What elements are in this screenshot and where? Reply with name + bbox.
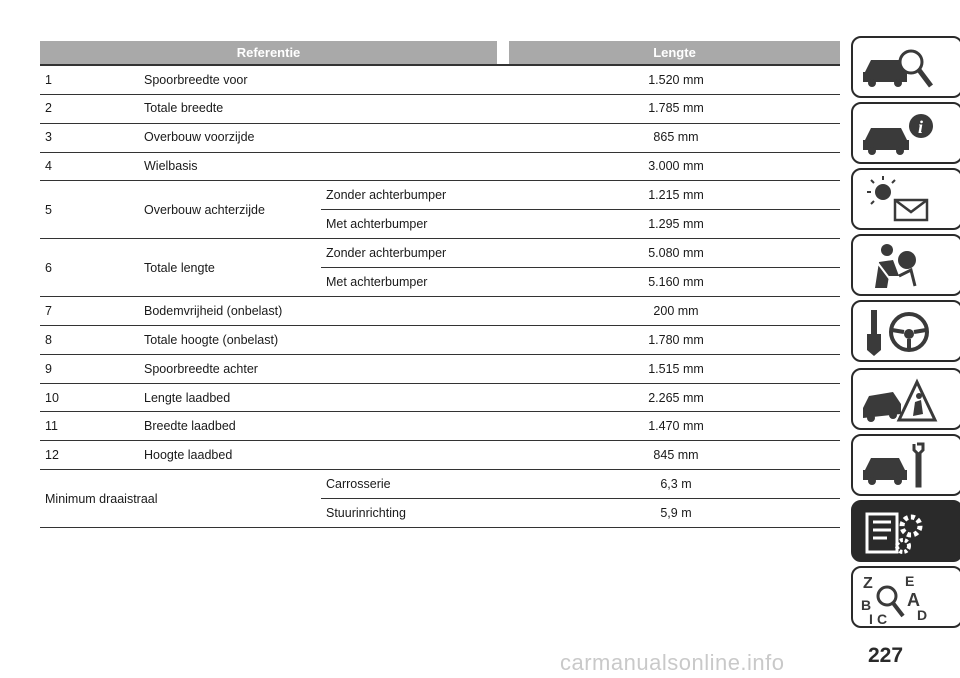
watermark: carmanualsonline.info [560,650,785,675]
car-info-icon [859,108,939,160]
svg-text:B: B [861,597,872,613]
row-sub-divider [321,209,840,210]
row-divider [40,469,840,470]
svg-text:D: D [917,607,928,623]
warning-light-message-icon [859,174,939,226]
row-value: 5,9 m [660,506,692,520]
tab-in-an-emergency[interactable] [851,368,960,430]
row-divider [40,123,840,124]
row-description: Bodemvrijheid (onbelast) [144,304,283,318]
row-sub-description: Zonder achterbumper [326,188,447,202]
row-number: 6 [45,261,52,275]
key-steering-wheel-icon [859,306,939,358]
row-value: 1.515 mm [648,362,704,376]
row-divider [40,180,840,181]
row-description: Overbouw voorzijde [144,130,255,144]
row-divider [40,94,840,95]
row-description: Overbouw achterzijde [144,203,265,217]
svg-text:E: E [905,573,915,589]
car-wrench-icon [859,440,939,492]
row-divider [40,325,840,326]
row-sub-divider [321,267,840,268]
row-number: 4 [45,159,52,173]
row-value: 200 mm [653,304,699,318]
row-description: Spoorbreedte voor [144,73,248,87]
row-number: 9 [45,362,52,376]
row-number: 11 [45,419,58,433]
row-value: 1.295 mm [648,217,704,231]
technical-data-icon [859,506,939,558]
row-value: 5.160 mm [648,275,704,289]
row-description: Hoogte laadbed [144,448,233,462]
svg-text:i: i [918,117,924,137]
row-divider [40,152,840,153]
row-number: 3 [45,130,52,144]
row-sub-description: Met achterbumper [326,217,428,231]
row-description: Wielbasis [144,159,198,173]
tab-car-knowledge[interactable] [851,36,960,98]
row-description: Spoorbreedte achter [144,362,258,376]
row-description: Totale hoogte (onbelast) [144,333,279,347]
row-value: 6,3 m [660,477,692,491]
row-divider [40,527,840,528]
header-reference: Referentie [40,41,497,64]
row-description: Breedte laadbed [144,419,236,433]
row-value: 1.780 mm [648,333,704,347]
row-divider [40,411,840,412]
row-number: 12 [45,448,59,462]
row-value: 1.785 mm [648,101,704,115]
tab-starting-driving[interactable] [851,300,960,362]
seatbelt-airbag-icon [859,240,939,292]
row-description: Minimum draaistraal [45,492,158,506]
tab-warning-lights[interactable] [851,168,960,230]
row-value: 2.265 mm [648,391,704,405]
svg-text:A: A [907,590,920,610]
tab-servicing-care[interactable] [851,434,960,496]
row-divider [40,238,840,239]
tab-getting-to-know-dashboard[interactable] [851,102,960,164]
tab-technical-data[interactable] [851,500,960,562]
page-number: 227 [868,644,904,667]
row-description: Lengte laadbed [144,391,231,405]
row-number: 5 [45,203,52,217]
alphabetical-index-icon [859,572,939,628]
svg-text:C: C [877,611,888,627]
row-sub-description: Met achterbumper [326,275,428,289]
row-value: 845 mm [653,448,699,462]
header-divider [40,64,840,66]
row-value: 1.520 mm [648,73,704,87]
svg-text:I: I [869,611,873,627]
row-divider [40,383,840,384]
car-crash-warning-icon [859,374,939,426]
row-number: 1 [45,73,52,87]
row-value: 1.470 mm [648,419,704,433]
row-value: 865 mm [653,130,699,144]
row-number: 2 [45,101,52,115]
row-sub-description: Carrosserie [326,477,391,491]
row-divider [40,354,840,355]
row-divider [40,440,840,441]
car-search-icon [859,42,939,94]
row-description: Totale breedte [144,101,224,115]
row-value: 5.080 mm [648,246,704,260]
svg-text:Z: Z [863,575,873,592]
row-value: 1.215 mm [648,188,704,202]
row-value: 3.000 mm [648,159,704,173]
row-number: 8 [45,333,52,347]
header-length: Lengte [509,41,840,64]
row-sub-description: Zonder achterbumper [326,246,447,260]
row-sub-divider [321,498,840,499]
row-description: Totale lengte [144,261,215,275]
tab-safety[interactable] [851,234,960,296]
row-number: 10 [45,391,59,405]
row-sub-description: Stuurinrichting [326,506,406,520]
tab-index[interactable] [851,566,960,628]
row-divider [40,296,840,297]
row-number: 7 [45,304,52,318]
